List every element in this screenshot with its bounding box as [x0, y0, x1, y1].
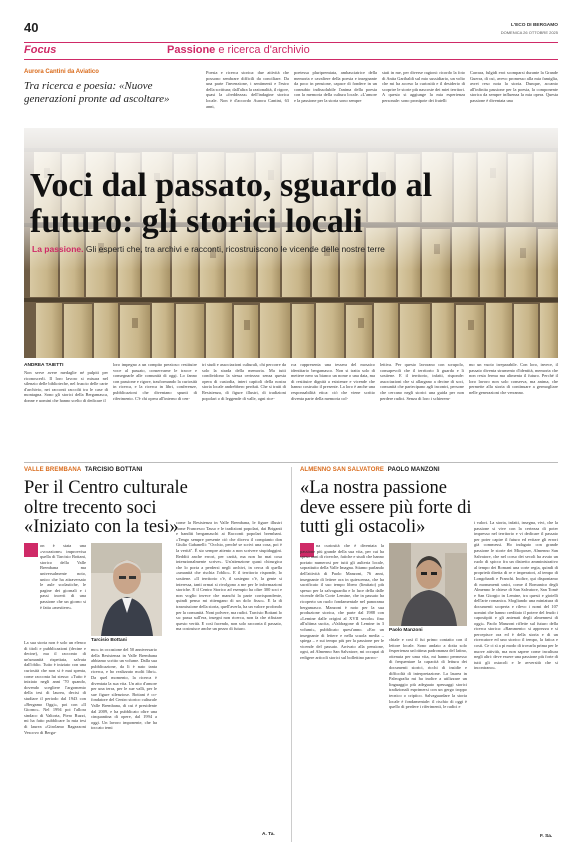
archive-photo — [24, 128, 558, 358]
right-col1: na curiosità che è diventata la passione più grande della sua vita, per cui ha speso anni di ricerche, fatiche e studi che hanno portato numerosi per tutti gli aulteria locale, soprattutto della Valle Imagna. Stiamo parlando dell'attività di Paolo Manzoni, 76 anni, insegnante di lettere ora in quiescenza, che ha sacrificato il suo tempo libero (limitato) più spesso per la salvaguardia e lo luce della dalle vicende della Corte Lemine, che in passato ha ricoperto un ruolo fondamentale nel panorama bergamasco. Manzoni è noto per la sua produzione storica, che parte dal 1988 con «Lemine dalle origini al XVII secolo» fino all'ultima uscita, «Valdragone di Lemine in 3 volumi», pubblicato quest'anno. «Ero un insegnante di lettere e nella scuola media – spiega – e sui tempo più per la passione per le vicende del passato. Arrivato alla pensione, ogni, ad Almenno San Salvatore, mi occupai di redigere articoli storici sul bollettino parroc- — [300, 543, 384, 660]
main-column-2: loro impegno a un compito prezioso: restituire voce al passato, conservarne le tracce e consegnarle alle comunità di oggi. Lo fanno con passione e rigore, trasformando la curiosità in ricerca, e la ricerca in libri, conferenze, pubblicazioni che diventano spunti di riferimento. C'è chi opera all'interno di cen- — [113, 362, 197, 401]
right-article-headline: «La nostra passione deve essere più forte di tutti gli ostacoli» — [300, 478, 472, 537]
right-col2: chiale e così il fui primo contatto con il lettore locale. Sono andato a dotta solo fesperienza un'ottima padronanza del latino, ottenuta per uma vita, mi hanno permesso di frequentare la capacità di lettura dei documenti storici, ricchi di insidie e difficoltà di interpretazione. La laurea in Paleografia mi ha inoltre a utilizzare un linguaggio più adeguato spessaggi storici tradizionali esprimersi con un gergo troppo tecnico o criptico. Salvaguardare la storia locale è fondamentale: il rischio di oggi è quello di perdere i riferimenti, le radici e — [389, 637, 467, 710]
right-col3: i valori. La storia, infatti, insegna, vivi, che la passione si vive con la certezza di poter impresso nel territorio e vi dedicare il passato per poter capire il futuro ed evitare gli errori già commessi. Ho indagato con grande passione le storie dei Mioposer, Almenno San Salvatore, che nel corso dei secoli ha avuto un ruolo di spicco fra un distretto amministrativo al tempo dei Romani una corte regia, quindi di proprietà diretta di re e imperatori, al tempo di Longobardi e Franchi. Inoltre, qui disponiamo di monumenti unici, come il Romanico degli Almenno le chiese di San Salvatore, San Tomè e San Giorgio in Lemine, tra questi e gioielli dell'arte romanica. Sfogliando una miniatura di documenti scoperta e rilevo i nomi del 107 uomini che hanno creditato il potere del feudo i capostipiti e gli antenati degli almennesi di oggi». Paolo Manzoni riflette sul futuro della ricerca storica: «Rammento: si apprezza e si percepisce ora ed è della storia e di un ricercatore ed uno storico il tempo, la fatica e costi. Ce ci sì a pi modo di trovarla prima per le nuove attività, ma non sapere come incultura negli altri: deve essere una passione più forte di tutti gli ostacoli e le avversità che si incontrano». — [474, 520, 558, 671]
left-col1-top: on è stata una «vocazione» improvvisa quella di Tarcisio Bottani, storico della Valle Brembana ma universalmente noto, unico che ha attraversato le aule scolastiche, le pagine dei giornali e i passi incerti di una passione che un giorno si è fatta «mestiere». — [40, 543, 86, 610]
left-dropcap-n — [24, 543, 38, 557]
header-rule — [24, 42, 558, 43]
right-article-author: PAOLO MANZONI — [387, 467, 440, 473]
section-title-bold: Passione — [167, 44, 216, 56]
right-signature: F. Sa. — [540, 834, 553, 839]
top-column-2: poetessa pluripremiata, ambasciatrice della memoria e cavaliere della poesia e insegnante da poco in pensione, capace di fondere in un connubio indissolubile l'anima della poesia con la memoria della cultura locale. «L'amore e la passione per la storia sono sempre — [294, 70, 377, 103]
issue-date: DOMENICA 26 OTTOBRE 2025 — [500, 30, 558, 35]
bottani-photo — [91, 543, 162, 636]
main-subtitle-bold: La passione. — [32, 244, 84, 254]
main-subtitle — [32, 244, 552, 254]
top-quote-author: Aurora Cantini da Aviatico — [24, 69, 99, 75]
header-rule-bottom — [24, 59, 558, 60]
left-col1-bottom: La sua storia non è solo un elenco di titoli e pubblicazioni (decine e decine), ma il racconto di un'umanità rispettata, salvata dall'oblio. Tutto è iniziato con una curiosità che non si è mai spenta, come racconta lui stesso: «Tutto è iniziato negli anni '70 quando, dovendo scegliere l'argomento della tesi di laurea, decisi di studiare il periodo dal 1943 con «Bergamo Oggi», poi con «Il Giorno». Nel 1994 poi l'allora sindaco di Valtorta, Piero Ruzzi, mi ha fatto pubblicare la mia tesi di laurea «Girolamo Ragazzoni Vescovo di Berga- — [24, 640, 86, 735]
main-column-5: lettiva. Per questo lavorano con scrupolo, consapevoli che il territorio li guarda e li sostiene. E il territorio, infatti, risponde: associazioni che si allargano a decine di soci, comunità che partecipano agli incontri, persone che cercano negli storici una guida per non perdere radici. Senza di loro i schierem- — [380, 362, 464, 401]
bottani-caption: Tarcisio Bottani — [91, 638, 127, 643]
main-column-3: tri studi e associazioni culturali, chi percorre da solo la strada della memoria. Ma tutti condividono la stessa certezza: senza questa opera di custodia, interi capitoli della nostra storia locale andrebbero perduti. Che si tratti di Resistenza, di figure illustri, di tradizioni popolari o di leggende di valle, ogni rice- — [202, 362, 286, 401]
left-article-location — [24, 467, 143, 473]
top-column-1: Poesia e ricerca storica: due attività che possono sembrare difficili da conciliare. Da una parte l'invenzione, i sentimenti e l'estro della scrittura; dall'altra la razionalità, il rigore, quasi la «freddezza» dell'indagine storica locale. Non è d'accordo Aurora Cantini, 63 anni, — [206, 70, 289, 109]
manzoni-photo — [389, 543, 467, 626]
bottani-portrait — [91, 543, 162, 636]
section-divider — [24, 462, 558, 463]
left-col3: come la Resistenza in Valle Brembana, le figure illustri come Francesco Tasso e le tradizioni popolari, dai Briganti e banditi bergamaschi ai Racconti popolari brembani. «Tengo sempre presente ciò che diceva il compianto don Giulio Gabanelli: "Occhio, perché se scrivi una cosa, poi è la verità". È sto sempre attento a non scrivere stupidaggini. Redditi anche errori, per carità, ma non ho mai cosa intenzionalmente scrive». Un'attenzione quasi chirurgica che lo porta a perdersi negli archivi, in cerca di quella «umanità che rischia l'oblio». E il territorio risponde, lo sostiene. «Il territorio c'è, il sostegno c'è, la gente si interessa, tanti ormai si rivolgono a me per le informazioni storiche. E il Centro Storico ad esempio ha oltre 300 soci e non voglio invece che manchi la parte corrispondente, quindi penso mi ritiengano di un dolo fisso». E la di trasmissione della storia, quell'averla, ha un valore profondo per la comunità. Noni polvere, ma radici. Tarcisio Bottani lo sa: passa sull'era, insegni non ricerca, non fa che rifiutare questo verità. E così facendo, non solo racconta il passato, ma costruisce anche un pezzo di futuro. — [176, 520, 282, 632]
page-number: 40 — [24, 20, 39, 35]
top-quote-text: Tra ricerca e poesia: «Nuove generazioni pronte ad ascoltare» — [24, 80, 170, 105]
main-column-6: mo un vuoto irreparabile. Con loro, invece, il passato diventa strumento d'identità, memoria che non resta ferma ma alimenta il futuro. Perché il loro lavoro non solo conserva, ma anima, che permette alla storia di continuare a germogliare nelle generazioni che verranno. — [469, 362, 558, 395]
column-divider — [291, 467, 292, 842]
right-article-section: ALMENNO SAN SALVATORE — [300, 467, 384, 473]
left-signature: A. Ta. — [262, 832, 275, 837]
archive-shelves-illustration — [24, 128, 558, 358]
top-column-4: Carrara, fulgidi eroi scomparsi durante la Grande Guerra, di cui, avevo promesso alla mia famiglia, avrei reso nota la storia. Dunque, accanto all'infinita passione per la poesia, la componente storica da sempre influenza la mia opera. Questa passione è diventata una — [470, 70, 558, 103]
main-column-4: rca rappresenta una tessera del mosaico identitario bergamasco. Non si tratta solo di mettere nero su bianco un nome o una data, ma di restituire dignità a esistenze e vicende che hanno costruito il presente. La loro è anche una responsabilità etica: ciò che viene scritto diventa parte della memoria col- — [291, 362, 375, 401]
main-column-1: Non serve avere medaglie né pulpiti per riconoscerli. Il loro lavoro si misura nel silenzio delle biblioteche, nel fruscio delle carte d'archivio, nei racconti raccolti tra le case di montagna. Sono gli storici della Bergamasca, donne e uomini che hanno scelto di dedicare il — [24, 370, 108, 403]
right-article-location — [300, 467, 440, 473]
left-article-section: VALLE BREMBANA — [24, 467, 82, 473]
left-article-headline: Per il Centro culturale oltre trecento soci «Iniziato con la tesi» — [24, 478, 188, 537]
manzoni-portrait — [389, 543, 467, 626]
left-col2: mo» in occasione del 50 anniversario della Resistenza in Valle Brembana abbiamo scritto un volume. Dalla sua pubblicazione, da lì è nato tanta ricerca, e ho realizzato molti libri». Da quel momento, la ricerca è diventata la sua vita. Un atto d'amore per una terra, per le sue valli, per le sue figure silenziose. Bottani è co-fondatore del Centro storico culturale Valle Brembana, di cui è presidente dal 2009, e ha pubblicato oltre una cinquantina di opere, dal 1994 a oggi. Un lavoro imponente, che ha toccato temi — [91, 647, 157, 731]
rubric-focus: Focus — [24, 44, 57, 56]
left-article-author: TARCISIO BOTTANI — [84, 467, 143, 473]
section-title-rest: e ricerca d'archivio — [215, 44, 310, 56]
manzoni-caption: Paolo Manzoni — [389, 628, 423, 633]
main-byline: ANDREA TAIETTI — [24, 363, 64, 368]
main-subtitle-rest: Gli esperti che, tra archivi e racconti, ricostruiscono le vicende delle nostre terre — [83, 244, 385, 254]
top-column-3: stati in me, per diverse ragioni: ricordo la foto di Anita Garibaldi sul mio sussidiario, un volto che mi ha acceso la curiosità e il desiderio di scoprire le storie più nascoste dei miei territori. A questo si aggiunge la mia esperienza personale: sono pronipote dei fratelli — [382, 70, 465, 103]
section-title — [167, 44, 310, 56]
newspaper-brand: L'ECO DI BERGAMO — [511, 23, 558, 28]
main-headline: Voci dal passato, sguardo al futuro: gli storici locali — [30, 167, 433, 240]
